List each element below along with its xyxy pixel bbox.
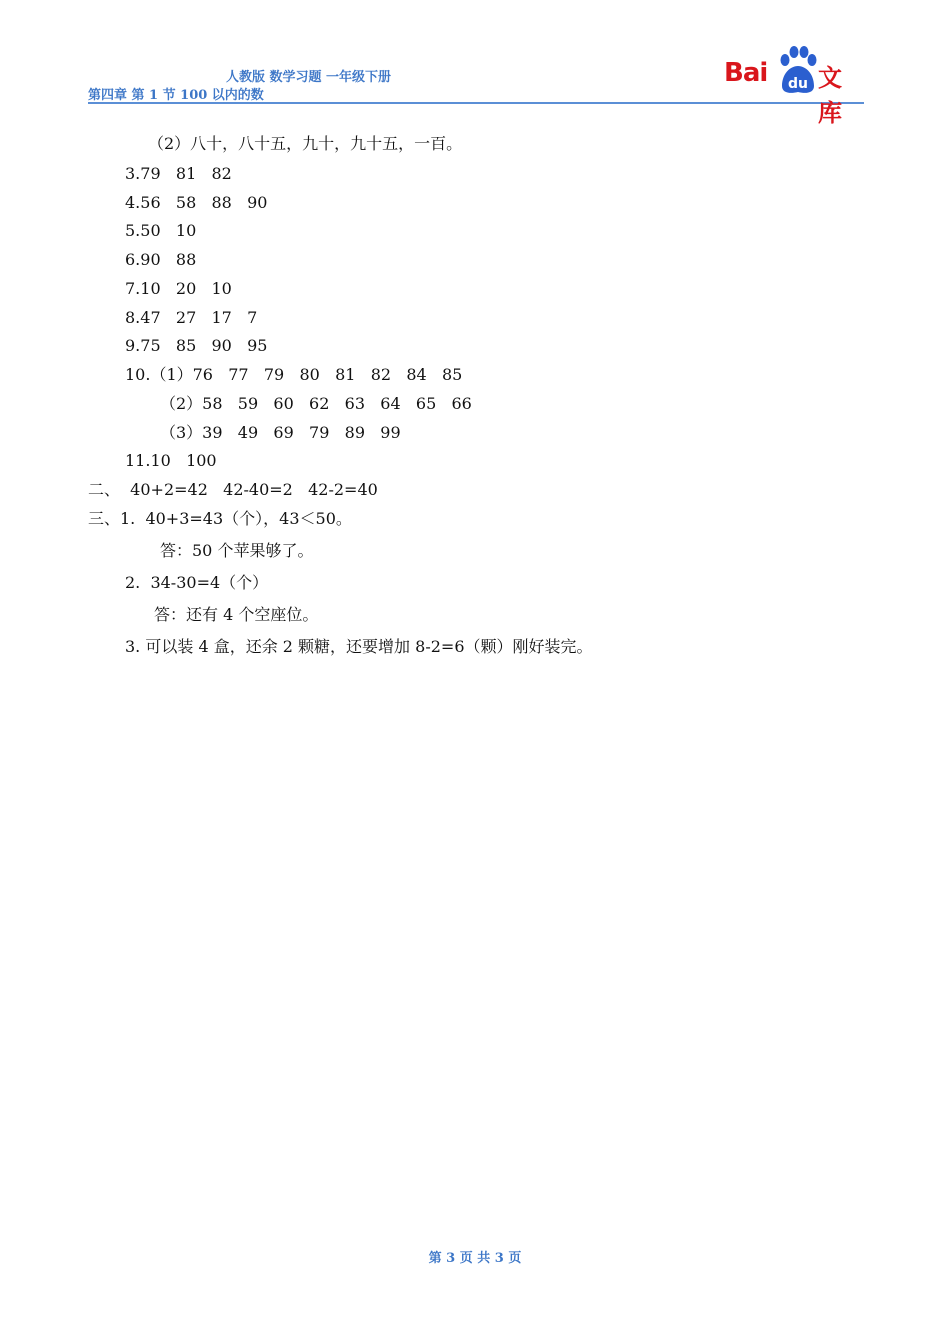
baidu-wenku-logo xyxy=(724,44,864,127)
header-chapter: 第四章 第 1 节 100 以内的数 xyxy=(88,88,264,103)
answer-line: （2）八十，八十五，九十，九十五，一百。 xyxy=(148,134,463,153)
logo-bai: Bai xyxy=(724,58,768,88)
answer-line: 9.75 85 90 95 xyxy=(125,336,268,355)
answer-line: 3.79 81 82 xyxy=(125,164,232,183)
answer-line: 二、 40+2=42 42-40=2 42-2=40 xyxy=(88,480,378,499)
answer-line: 答：50 个苹果够了。 xyxy=(160,541,314,560)
page-footer: 第 3 页 共 3 页 xyxy=(428,1251,522,1266)
paw-icon xyxy=(776,46,820,96)
page-header xyxy=(88,58,864,127)
logo-wenku: 文库 xyxy=(818,64,842,127)
answer-line: 4.56 58 88 90 xyxy=(125,193,268,212)
header-series: 人教版 数学习题 一年级下册 xyxy=(226,70,392,85)
answer-line: 11.10 100 xyxy=(125,451,217,470)
answer-line: 3. 可以装 4 盒，还余 2 颗糖，还要增加 8-2=6（颗）刚好装完。 xyxy=(125,637,593,656)
answer-line: （2）58 59 60 62 63 64 65 66 xyxy=(160,394,472,413)
answer-line: 三、1. 40+3=43（个），43＜50。 xyxy=(88,509,352,528)
answer-line: 7.10 20 10 xyxy=(125,279,232,298)
logo-du: du xyxy=(788,76,808,92)
answer-line: 8.47 27 17 7 xyxy=(125,308,258,327)
answer-line: （3）39 49 69 79 89 99 xyxy=(160,423,401,442)
answer-line: 10.（1）76 77 79 80 81 82 84 85 xyxy=(125,365,463,384)
answer-line: 5.50 10 xyxy=(125,221,197,240)
answer-line: 答：还有 4 个空座位。 xyxy=(154,605,319,624)
answer-line: 2. 34-30=4（个） xyxy=(125,573,269,592)
answer-line: 6.90 88 xyxy=(125,250,197,269)
